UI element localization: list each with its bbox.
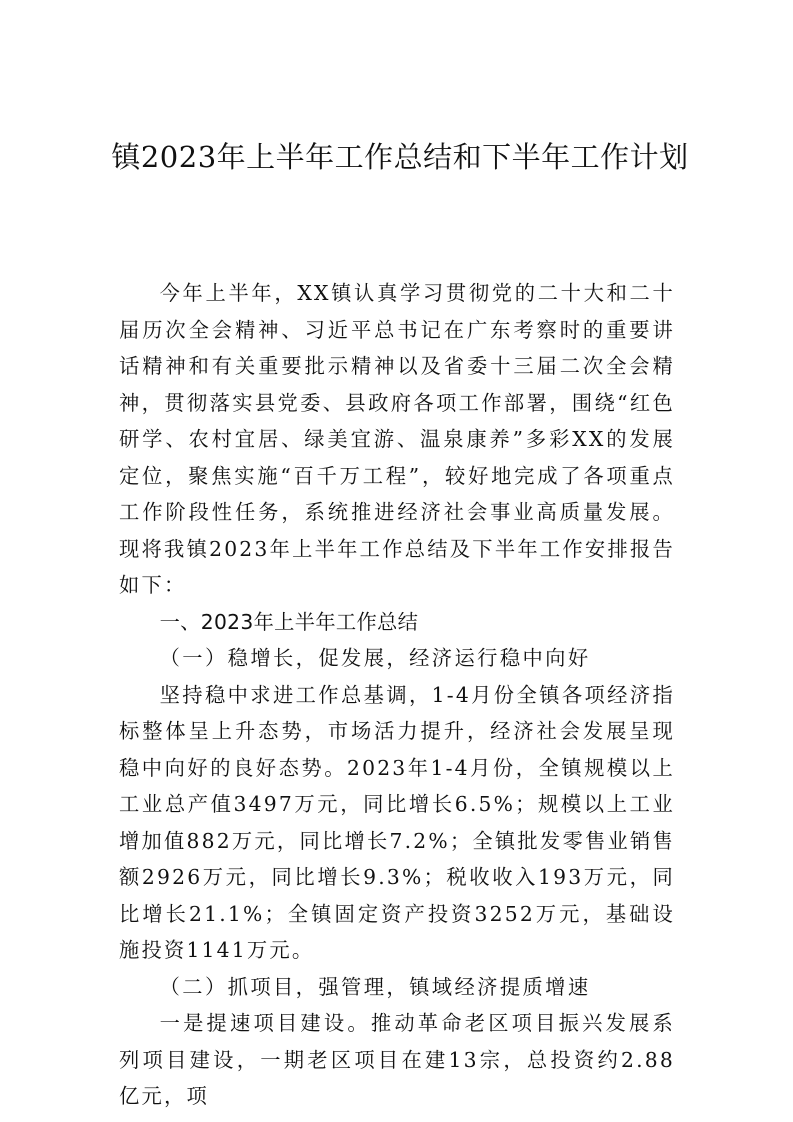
intro-paragraph: 今年上半年，XX镇认真学习贯彻党的二十大和二十届历次全会精神、习近平总书记在广东考察时的重要讲话精神和有关重要批示精神以及省委十三届二次全会精神，贯彻落实县党委、县政府各项工作部署，围绕“红色研学、农村宜居、绿美宜游、温泉康养”多彩XX的发展定位，聚焦实施“百千万工程”，较好地完成了各项重点工作阶段性任务，系统推进经济社会事业高质量发展。现将我镇2023年上半年工作总结及下半年工作安排报告如下： [119, 281, 675, 597]
document-body [119, 275, 675, 1115]
subsection-heading-2: （二）抓项目，强管理，镇域经济提质增速 [159, 974, 591, 999]
subsection-heading-1: （一）稳增长，促发展，经济运行稳中向好 [159, 646, 591, 670]
economy-paragraph: 坚持稳中求进工作总基调，1-4月份全镇各项经济指标整体呈上升态势，市场活力提升，经济社会发展呈现稳中向好的良好态势。2023年1-4月份，全镇规模以上工业总产值3497万元，同比增长6.5%；规模以上工业增加值882万元，同比增长7.2%；全镇批发零售业销售额2926万元，同比增长9.3%；税收收入193万元，同比增长21.1%；全镇固定资产投资3252万元，基础设施投资1141万元。 [119, 682, 675, 962]
section-heading-1: 一、2023年上半年工作总结 [159, 609, 419, 634]
document-title: 镇2023年上半年工作总结和下半年工作计划 [111, 140, 689, 174]
projects-paragraph: 一是提速项目建设。推动革命老区项目振兴发展系列项目建设，一期老区项目在建13宗，总投资约2.88亿元，项 [119, 1011, 675, 1108]
